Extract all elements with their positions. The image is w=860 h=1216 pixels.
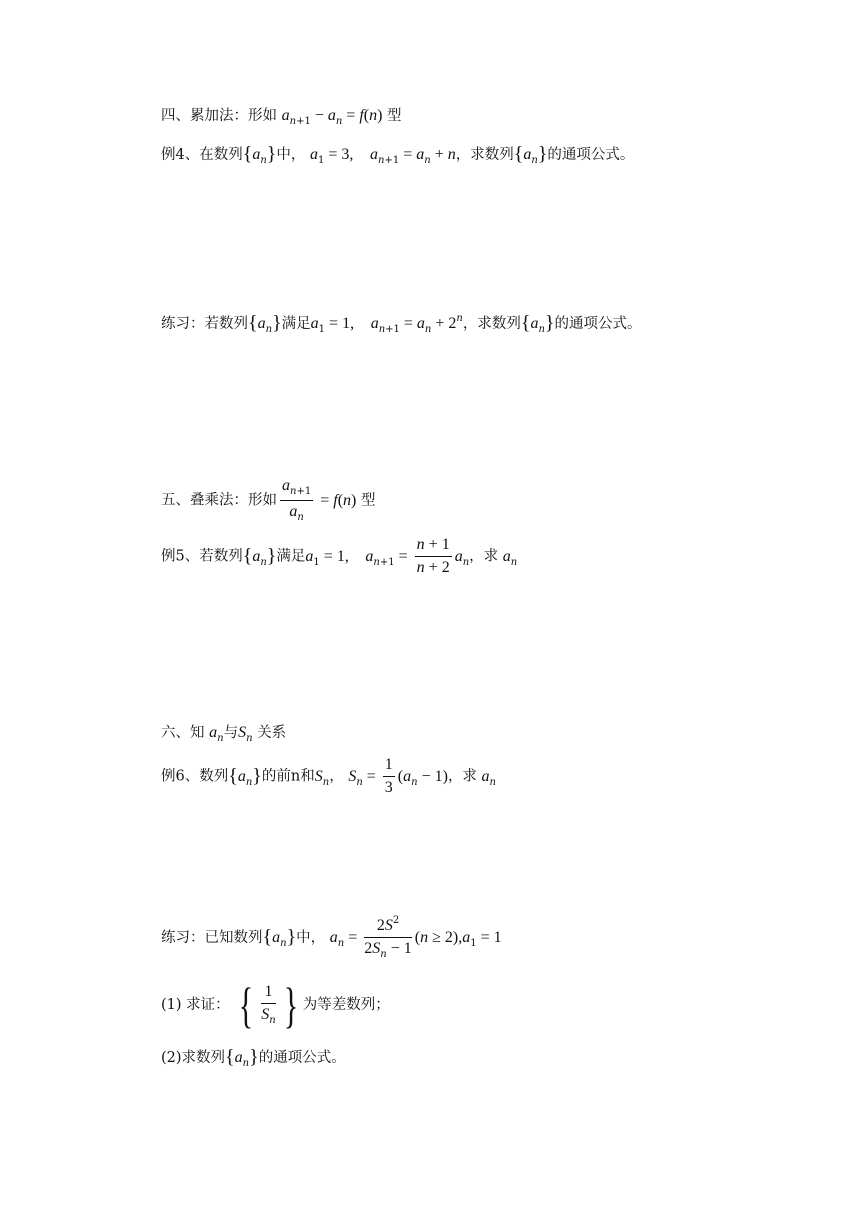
section4-title [161, 108, 402, 127]
example4 [161, 144, 634, 166]
formula-ratio: $\frac{a_{n+1}}{a_n}$ = f(n) [282, 477, 357, 523]
section5-title [161, 478, 375, 523]
section6-title [161, 725, 286, 744]
example6-pre: 例6、数列 [161, 768, 229, 785]
section5-title-pre: 五、叠乘法：形如 [161, 492, 277, 509]
section6-title-mid: 与 [223, 725, 239, 741]
formula-practice6-an: $a_n$ = $\frac{2S^2}{2S_n - 1}$ $(n \ge 2),a_1 = 1$ [329, 915, 502, 960]
formula-reciprocal-Sn: { $\frac{1}{S_n}$ } [239, 977, 298, 1033]
formula-example5-recurrence: $a_{n+1}$ = $\frac{n + 1}{n + 2}$ $a_n$ [365, 536, 470, 576]
question2-post: 的通项公式。 [258, 1050, 346, 1066]
practice6-pre: 练习：已知数列 [161, 930, 263, 946]
section4-title-post: 型 [387, 108, 402, 124]
formula-practice4-recurrence: $a_{n+1} = a_n + 2^n$ [370, 313, 463, 335]
practice6-mid1: 中， [296, 930, 326, 946]
example6-mid2: ， [329, 768, 344, 785]
question1-pre: (1) 求证： [161, 997, 230, 1013]
example6 [161, 757, 496, 796]
formula-an: $a_n$ [209, 724, 224, 744]
formula-sequence-an: $\{a_n\}$ [262, 926, 297, 949]
question1-post: 为等差数列； [302, 997, 390, 1013]
section6-title-post: 关系 [257, 725, 287, 741]
formula-sequence-an: $\{a_n\}$ [242, 544, 277, 568]
practice6-question2 [161, 1047, 346, 1069]
formula-sequence-an: $\{a_n\}$ [248, 312, 282, 335]
example4-pre: 例4、在数列 [161, 147, 243, 163]
example4-post: 的通项公式。 [547, 147, 635, 163]
practice4 [161, 313, 642, 335]
example5-mid2: ，求 [469, 548, 499, 565]
example5 [161, 537, 517, 576]
example4-mid1: 中， [276, 147, 306, 163]
formula-recurrence-diff: $a_{n+1} - a_n = f(n)$ [281, 107, 383, 127]
formula-example4-recurrence: $a_{n+1} = a_n + n$ [370, 146, 456, 166]
section5-title-post: 型 [360, 492, 376, 509]
practice6 [161, 916, 502, 960]
formula-sequence-an: $\{a_n\}$ [520, 312, 555, 335]
practice4-mid1: 满足 [281, 316, 311, 332]
formula-a1-1: $a_1 = 1$, [305, 547, 349, 568]
practice4-mid2: ，求数列 [462, 316, 521, 332]
example6-mid3: ，求 [447, 768, 477, 785]
formula-sequence-an: $\{a_n\}$ [513, 143, 548, 166]
section6-title-pre: 六、知 [161, 725, 205, 741]
practice4-pre: 练习：若数列 [161, 316, 248, 332]
formula-Sn: $S_n$ [314, 767, 330, 788]
formula-sequence-an: $\{a_n\}$ [242, 143, 277, 166]
formula-an: $a_n$ [481, 767, 496, 788]
formula-an: $a_n$ [502, 547, 518, 568]
practice4-post: 的通项公式。 [554, 316, 642, 332]
example5-mid1: 满足 [276, 548, 306, 565]
formula-sequence-an: $\{a_n\}$ [225, 1046, 259, 1069]
example5-pre: 例5、若数列 [161, 548, 243, 565]
practice6-question1 [161, 977, 390, 1033]
section4-title-pre: 四、累加法：形如 [161, 108, 277, 124]
example6-mid1: 的前n和 [261, 768, 315, 785]
formula-sequence-an: $\{a_n\}$ [228, 764, 262, 788]
formula-Sn-definition: $S_n$ = $\frac{1}{3}$ $(a_n - 1)$ [348, 756, 448, 796]
formula-a1-3: $a_1 = 3$, [310, 146, 354, 166]
formula-a1-1: $a_1 = 1$, [310, 315, 355, 335]
example4-mid2: ，求数列 [455, 147, 514, 163]
question2-pre: (2)求数列 [161, 1050, 226, 1066]
formula-Sn: $S_n$ [238, 724, 253, 744]
